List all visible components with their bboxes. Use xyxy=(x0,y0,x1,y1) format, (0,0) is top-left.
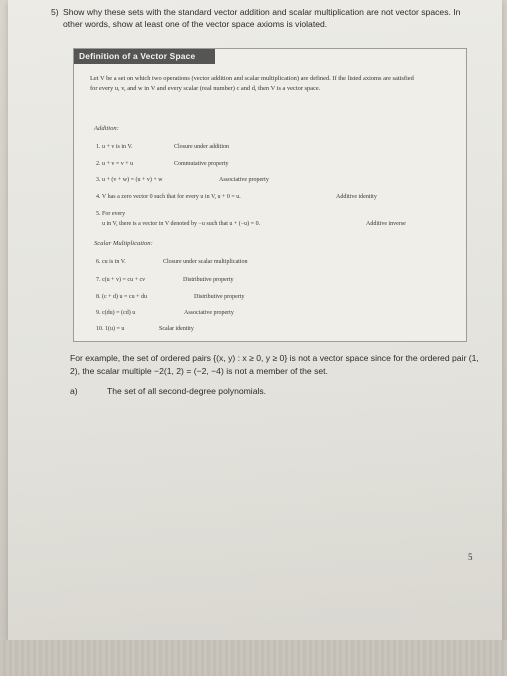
scalar-multiplication-label: Scalar Multiplication: xyxy=(94,240,153,247)
axiom-10 xyxy=(96,326,194,332)
axiom-statement: 2. u + v = v + u xyxy=(96,161,134,167)
definition-box xyxy=(73,48,467,342)
part-a-text: The set of all second-degree polynomials. xyxy=(107,386,267,396)
axiom-statement: 7. c(u + v) = cu + cv xyxy=(96,277,146,283)
axiom-3 xyxy=(96,177,269,183)
question-text: Show why these sets with the standard vector addition and scalar multiplication are not vector spaces. In other words, show at least one of the vector space axioms is violated. xyxy=(63,7,461,29)
example-paragraph: For example, the set of ordered pairs {(x, y) : x ≥ 0, y ≥ 0} is not a vector space since for the ordered pair (1, 2), the scalar multiple −2(1, 2) = (−2, −4) is not a member of the set. xyxy=(70,353,479,376)
axiom-statement: 8. (c + d) u = cu + du xyxy=(96,294,147,300)
axiom-9 xyxy=(96,310,234,316)
axiom-5-continued xyxy=(102,221,406,227)
definition-intro: Let V be a set on which two operations (vector addition and scalar multiplication) are defined. If the listed axioms are satisfied for every u, v, and w in V and every scalar (real number) c and d, then V is a vector space. xyxy=(90,75,414,92)
axiom-4 xyxy=(96,194,377,200)
axiom-statement: 1. u + v is in V. xyxy=(96,144,133,150)
axiom-statement-continued: u in V, there is a vector in V denoted by −u such that u + (−u) = 0. xyxy=(102,221,261,227)
axiom-statement: 5. For every xyxy=(96,211,126,217)
addition-label: Addition: xyxy=(94,125,119,132)
question-5 xyxy=(51,6,473,30)
axiom-property: Distributive property xyxy=(183,277,234,283)
axiom-statement: 4. V has a zero vector 0 such that for every u in V, u + 0 = u. xyxy=(96,194,241,200)
axiom-8 xyxy=(96,294,245,300)
definition-title: Definition of a Vector Space xyxy=(74,49,215,64)
page-number: 5 xyxy=(468,552,473,562)
worksheet-page xyxy=(8,0,502,640)
axiom-7 xyxy=(96,277,234,283)
part-a-label: a) xyxy=(70,386,78,396)
axiom-statement: 10. 1(u) = u xyxy=(96,326,125,332)
axiom-property: Associative property xyxy=(184,310,234,316)
question-number: 5) xyxy=(51,7,59,17)
axiom-5 xyxy=(96,211,125,217)
axiom-6 xyxy=(96,259,248,265)
axiom-property: Closure under addition xyxy=(174,144,229,150)
axiom-statement: 6. cu is in V. xyxy=(96,259,126,265)
axiom-property: Additive identity xyxy=(336,194,377,200)
axiom-statement: 9. c(du) = (cd) u xyxy=(96,310,136,316)
axiom-1 xyxy=(96,144,229,150)
axiom-statement: 3. u + (v + w) = (u + v) + w xyxy=(96,177,163,183)
axiom-property: Distributive property xyxy=(194,294,245,300)
axiom-property: Associative property xyxy=(219,177,269,183)
axiom-property: Scalar identity xyxy=(159,326,194,332)
axiom-2 xyxy=(96,161,229,167)
axiom-property: Commutative property xyxy=(174,161,229,167)
background-surface xyxy=(0,640,507,676)
axiom-property: Closure under scalar multiplication xyxy=(163,259,248,265)
axiom-property: Additive inverse xyxy=(366,221,406,227)
